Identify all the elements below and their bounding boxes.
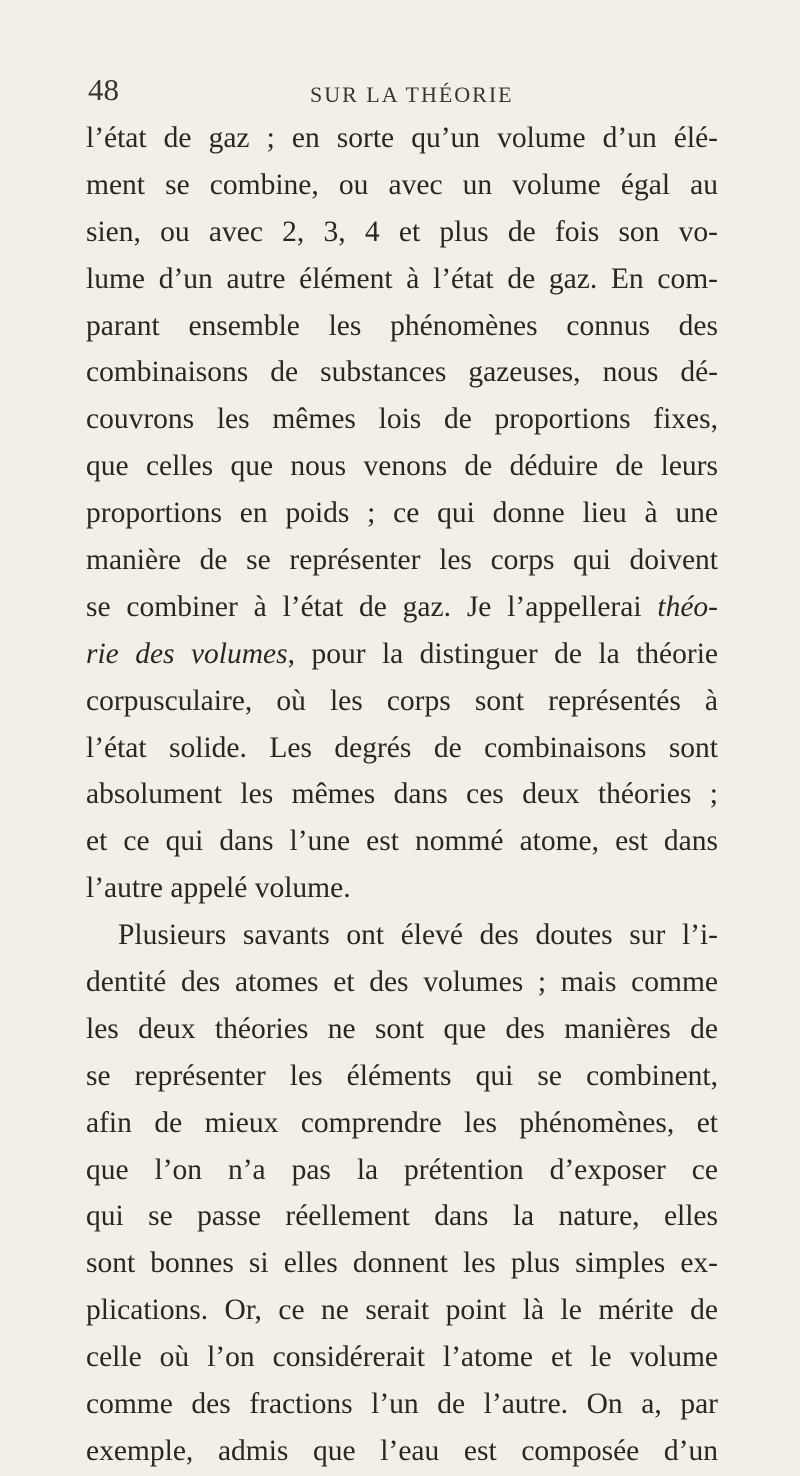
text-line: comme des fractions l’un de l’autre. On a, par xyxy=(86,1388,718,1421)
text-line: se combiner à l’état de gaz. Je l’appellerai théo- xyxy=(86,590,718,623)
page-header xyxy=(88,72,718,112)
text-line: combinaisons de substances gazeuses, nous dé- xyxy=(86,356,718,389)
text-line: ment se combine, ou avec un volume égal au xyxy=(86,168,718,201)
text-line: qui se passe réellement dans la nature, elles xyxy=(86,1200,718,1233)
text-line: proportions en poids ; ce qui donne lieu à une xyxy=(86,497,718,530)
text-line: sien, ou avec 2, 3, 4 et plus de fois son vo- xyxy=(86,215,718,248)
text-line: celle où l’on considérerait l’atome et le volume xyxy=(86,1341,718,1374)
text-line: parant ensemble les phénomènes connus des xyxy=(86,309,718,342)
text-line: que celles que nous venons de déduire de leurs xyxy=(86,450,718,483)
running-head: SUR LA THÉORIE xyxy=(310,82,514,107)
text-line: absolument les mêmes dans ces deux théories ; xyxy=(86,778,718,811)
italic-term: théo- xyxy=(657,590,718,623)
text-line: et ce qui dans l’une est nommé atome, est dans xyxy=(86,825,718,858)
text-line: corpusculaire, où les corps sont représentés à xyxy=(86,684,718,717)
text-line: l’état solide. Les degrés de combinaisons sont xyxy=(86,731,718,764)
text-line: l’état de gaz ; en sorte qu’un volume d’un élé- xyxy=(86,122,718,154)
text-line: plications. Or, ce ne serait point là le mérite de xyxy=(86,1294,718,1327)
text-line: lume d’un autre élément à l’état de gaz. En com- xyxy=(86,262,718,295)
text-line: les deux théories ne sont que des manières de xyxy=(86,1012,718,1045)
italic-term: rie des volumes xyxy=(86,637,288,670)
text-line: l’autre appelé volume. xyxy=(86,872,351,905)
text-line: Plusieurs savants ont élevé des doutes sur l’i- xyxy=(118,919,718,952)
text-line: afin de mieux comprendre les phénomènes, et xyxy=(86,1106,718,1139)
text-line: rie des volumes, pour la distinguer de la théorie xyxy=(86,637,719,670)
text-line: sont bonnes si elles donnent les plus simples ex- xyxy=(86,1247,718,1280)
body-text xyxy=(86,115,718,1475)
page-number: 48 xyxy=(88,72,119,107)
text-line: dentité des atomes et des volumes ; mais comme xyxy=(86,966,718,999)
text-line: exemple, admis que l’eau est composée d’un xyxy=(86,1434,718,1467)
text-line: que l’on n’a pas la prétention d’exposer ce xyxy=(86,1153,718,1186)
text-line: se représenter les éléments qui se combinent, xyxy=(86,1059,718,1092)
text-line: manière de se représenter les corps qui doivent xyxy=(86,544,718,577)
text-line: couvrons les mêmes lois de proportions fixes, xyxy=(86,403,718,436)
